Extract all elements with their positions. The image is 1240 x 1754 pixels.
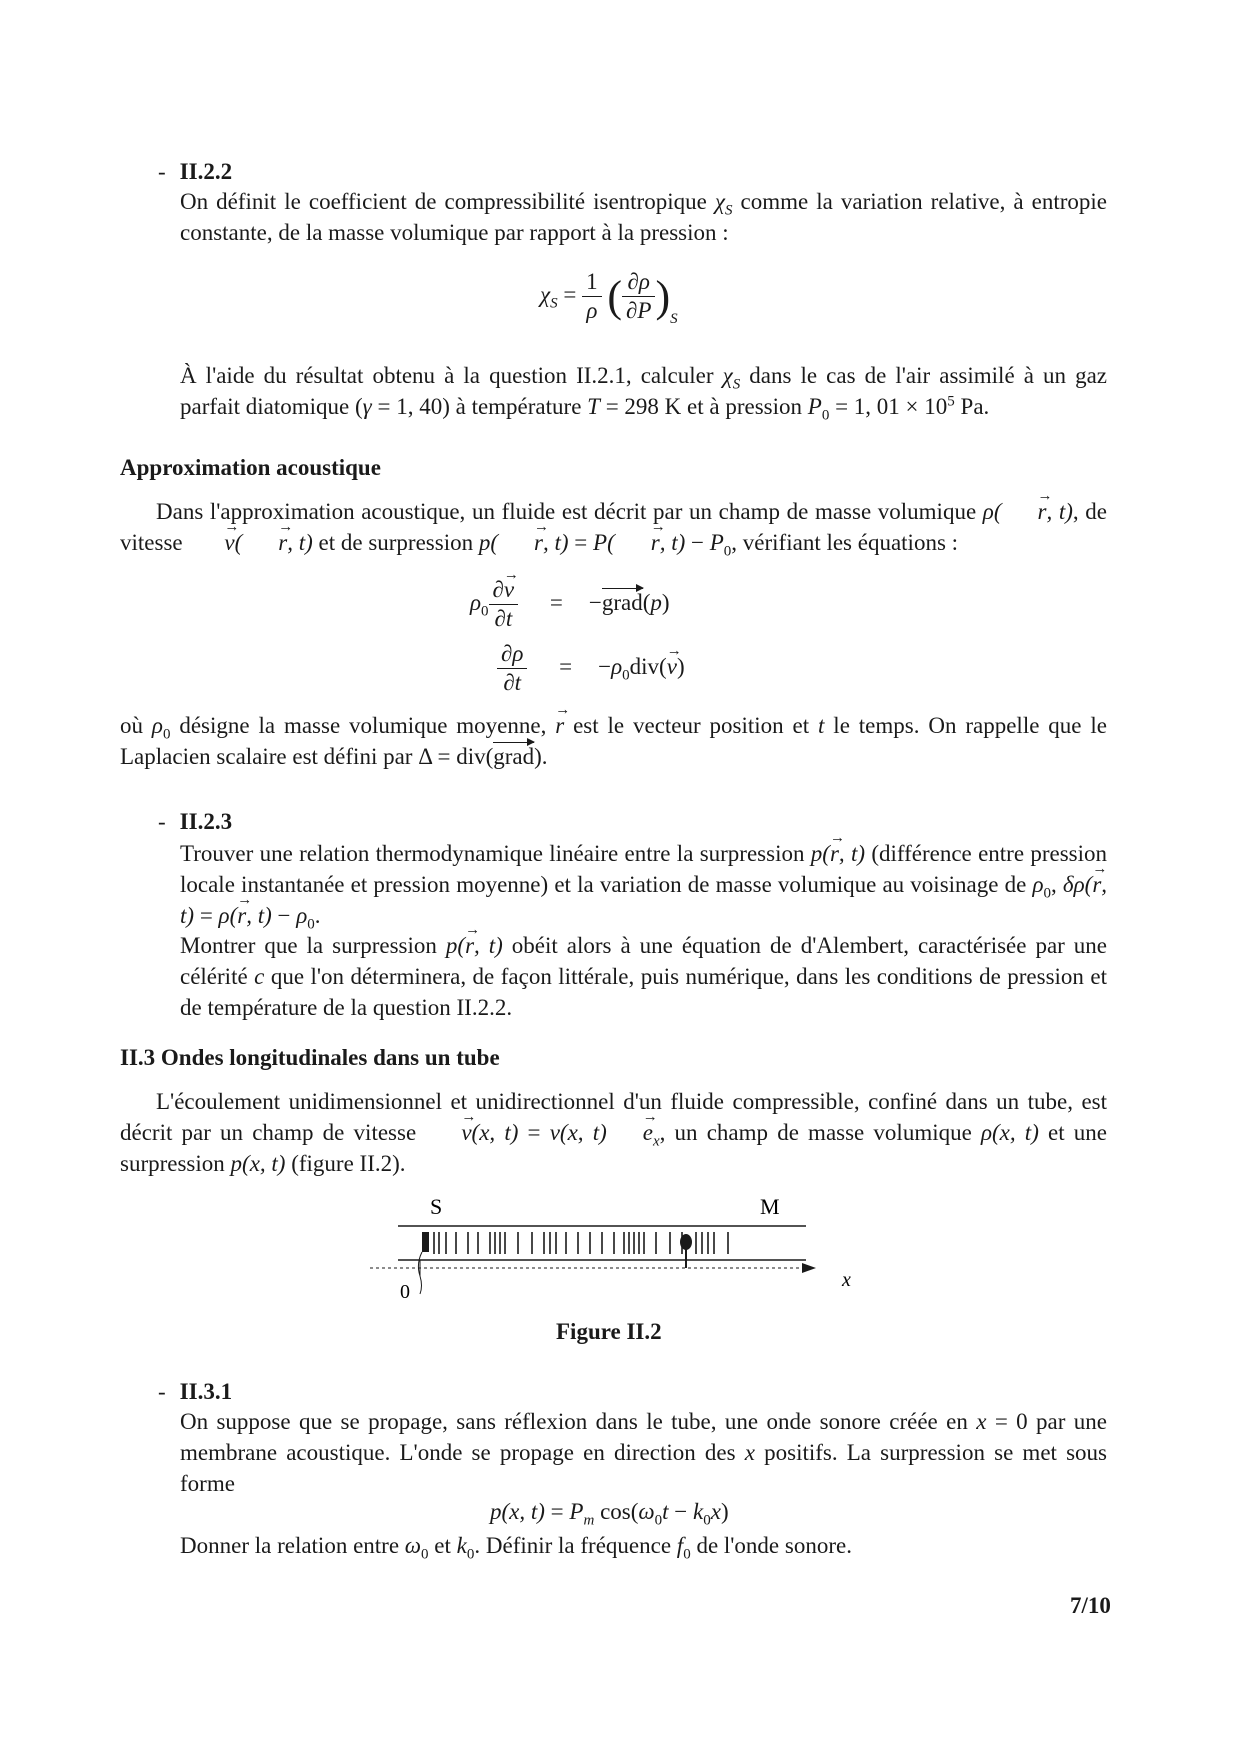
section-title-II.3: II.3 Ondes longitudinales dans un tube: [120, 1045, 500, 1070]
equation-pressure-wave: p(x, $t) = P_m$ $\cos(\omega_0t - k_0x)$: [490, 1499, 729, 1529]
membrane-source: [422, 1232, 429, 1252]
figure-label-s: S: [430, 1196, 443, 1219]
question-II.3.1-task: Donner la relation entre $\omega_0$ et $k_0$. Définir la fréquence $f_0$ de l'onde sonore.: [180, 1533, 852, 1563]
page-number: 7/10: [1070, 1593, 1111, 1618]
equation-chi-s: $\chi_S$ = $\frac{1}{\rho}$ ( $\frac{\partial\rho}{\partial P}$ )$_S$: [540, 269, 678, 328]
question-II.2.3-text1: Trouver une relation thermodynamique linéaire entre la surpression p(→ r, t) (différence entre pression locale instantanée et pression moyenne) et la variation de masse volumique au voisinage de $\rho_0$, δρ(→ r, t) = ρ(→ r, $t) - \rho_0$.: [180, 838, 1107, 931]
figure-caption: Figure II.2: [556, 1319, 662, 1344]
question-heading-II.2.2: - II.2.2: [158, 159, 233, 184]
question-II.2.3-text2: Montrer que la surpression p(→ r, t) obéit alors à une équation de d'Alembert, caractérisée par une célérité c que l'on déterminera, de façon littérale, puis numérique, dans les conditions de pression et de température de la question II.2.2.: [180, 930, 1107, 1023]
x-axis-arrow: [802, 1263, 816, 1273]
question-II.2.2-task: À l'aide du résultat obtenu à la question II.2.1, calculer $\chi_S$ dans le cas de l'air assimilé à un gaz parfait diatomique (γ = 1, 40) à température T = 298 K et à pression $P_0 = 1$, $01 \times 10^5$ Pa.: [180, 363, 1107, 424]
section-II.3-intro: L'écoulement unidimensionnel et unidirectionnel d'un fluide compressible, confiné dans un tube, est décrit par un champ de vitesse → v(x, t) = v(x, $t)\to e_x$, un champ de masse volumique ρ(x, t) et une surpression p(x, t) (figure II.2).: [120, 1086, 1107, 1179]
figure-label-m: M: [760, 1196, 780, 1219]
question-II.2.2-intro: On définit le coefficient de compressibilité isentropique $\chi_S$ comme la variation relative, à entropie constante, de la masse volumique par rapport à la pression :: [180, 189, 1107, 245]
question-II.3.1-text: On suppose que se propage, sans réflexion dans le tube, une onde sonore créée en x = 0 par une membrane acoustique. L'onde se propage en direction des x positifs. La surpression se met sous forme: [180, 1409, 1107, 1496]
acoustic-after: où $\rho_0$ désigne la masse volumique moyenne, → r est le vecteur position et t le temps. On rappelle que le Laplacien scalaire est défini par Δ = div(grad).: [120, 710, 1107, 772]
section-title-approximation-acoustique: Approximation acoustique: [120, 455, 381, 480]
acoustic-intro: Dans l'approximation acoustique, un fluide est décrit par un champ de masse volumique ρ(→ r, t), de vitesse → v(→ r, t) et de surpression p(→ r, t) = P(→ r, $t) - P_0$, vérifiant les équations :: [120, 496, 1107, 558]
equation-continuity: $\frac{\partial\rho}{\partial t}$ = $-\rho_0div(\to v)$: [497, 640, 685, 697]
question-heading-II.3.1: - II.3.1: [158, 1379, 233, 1404]
question-heading-II.2.3: - II.2.3: [158, 809, 233, 834]
figure-tube-diagram: [360, 1196, 880, 1306]
figure-label-origin: 0: [400, 1281, 410, 1303]
figure-label-x: x: [842, 1269, 851, 1291]
equation-euler: $\rho_0$ $\frac{\partial\to v}{\partial t}$ = −grad(p): [470, 576, 670, 633]
